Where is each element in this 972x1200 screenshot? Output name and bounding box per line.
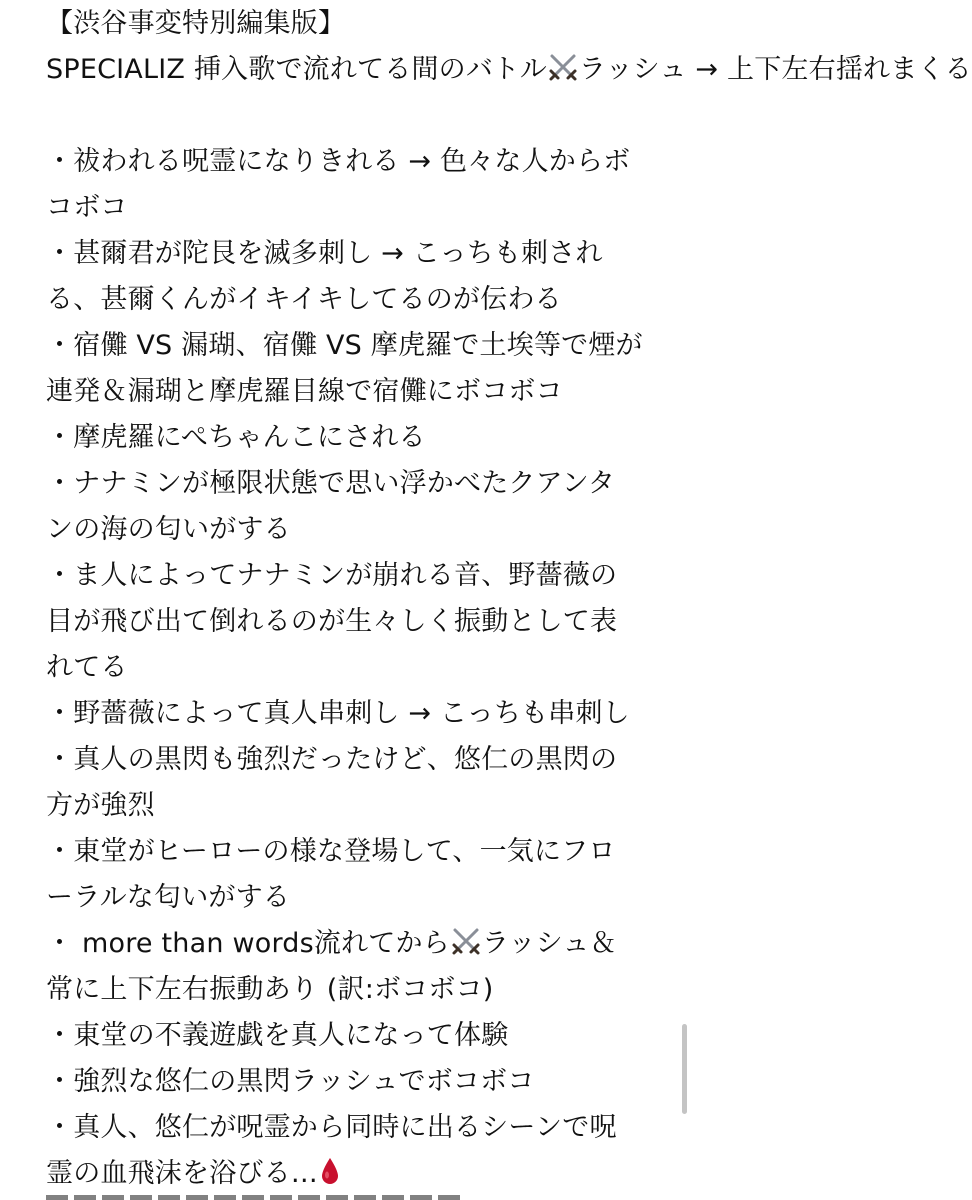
note-line: 連発＆漏瑚と摩虎羅目線で宿儺にボコボコ (46, 376, 563, 407)
note-line (46, 1154, 342, 1194)
note-line: る、甚爾くんがイキイキしてるのが伝わる (46, 284, 562, 315)
note-line: 目が飛び出て倒れるのが生々しく振動として表 (46, 606, 618, 637)
crossed-swords-icon (548, 52, 578, 94)
note-line (46, 50, 972, 90)
note-line: 方が強烈 (46, 790, 155, 821)
note-text: ・ more than words流れてから (46, 928, 450, 959)
note-line (46, 924, 617, 964)
note-text: ラッシュ＆ (481, 928, 617, 959)
note-line: コボコ (46, 192, 128, 223)
note-line: 常に上下左右振動あり (訳:ボコボコ) (46, 974, 494, 1005)
note-line: ・摩虎羅にぺちゃんこにされる (46, 422, 426, 453)
note-line: ・祓われる呪霊になりきれる → 色々な人からボ (46, 146, 631, 177)
note-line: れてる (46, 652, 128, 683)
note-line: ・東堂がヒーローの様な登場して、一気にフロ (46, 836, 616, 867)
note-line: ・強烈な悠仁の黒閃ラッシュでボコボコ (46, 1066, 535, 1097)
note-line: ーラルな匂いがする (46, 882, 290, 913)
note-line: ・東堂の不義遊戯を真人になって体験 (46, 1020, 509, 1051)
note-line: ・野薔薇によって真人串刺し → こっちも串刺し (46, 698, 630, 729)
note-text: 霊の血飛沫を浴びる… (46, 1158, 318, 1189)
scrollbar[interactable] (682, 1024, 687, 1114)
note-line: ・宿儺 VS 漏瑚、宿儺 VS 摩虎羅で土埃等で煙が (46, 330, 643, 361)
note-line: ンの海の匂いがする (46, 514, 291, 545)
note-title: 【渋谷事変特別編集版】 (46, 8, 346, 39)
cutoff-line (46, 1190, 466, 1200)
note-text: ラッシュ → 上下左右揺れまくる (578, 54, 972, 85)
crossed-swords-icon (451, 926, 481, 968)
note-line: ・ま人によってナナミンが崩れる音、野薔薇の (46, 560, 618, 591)
note-line: ・甚爾君が陀艮を滅多刺し → こっちも刺され (46, 238, 603, 269)
note-line: ・ナナミンが極限状態で思い浮かべたクアンタ (46, 468, 616, 499)
note-line: ・真人の黒閃も強烈だったけど、悠仁の黒閃の (46, 744, 618, 775)
note-line: ・真人、悠仁が呪霊から同時に出るシーンで呪 (46, 1112, 617, 1143)
note-text: SPECIALIZ 挿入歌で流れてる間のバトル (46, 54, 547, 85)
